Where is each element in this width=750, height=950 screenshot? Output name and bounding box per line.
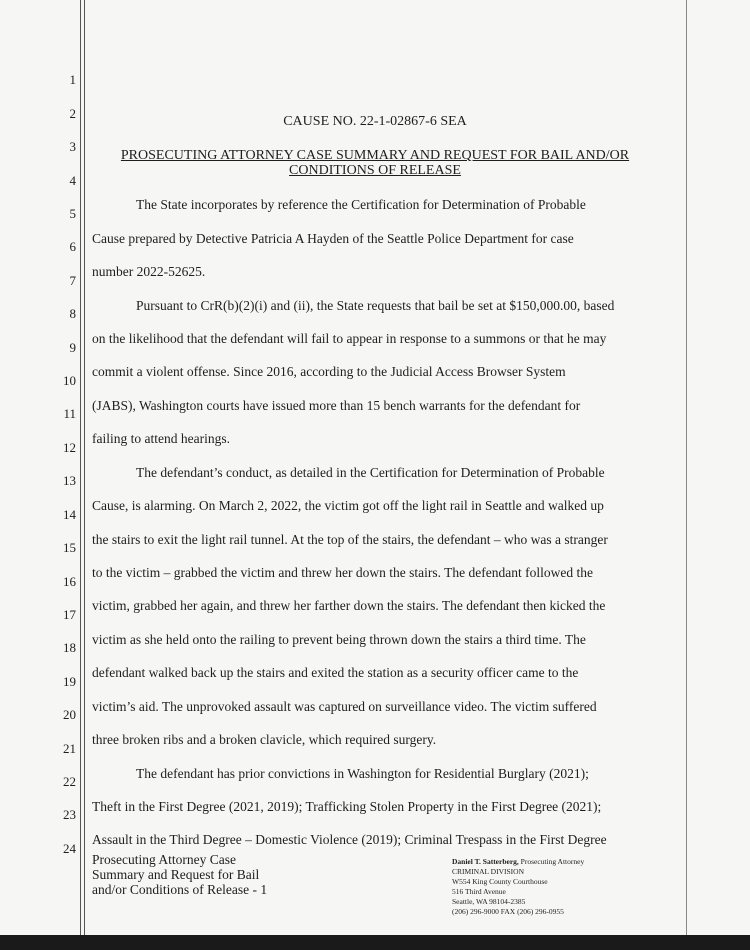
footer-document-caption (92, 852, 392, 897)
line-number: 12 (63, 440, 76, 455)
line-number: 1 (69, 72, 76, 87)
line-number: 10 (63, 373, 76, 388)
body-line: defendant walked back up the stairs and exited the station as a security officer came to the (92, 665, 579, 680)
body-line: on the likelihood that the defendant will fail to appear in response to a summons or that he may (92, 331, 607, 346)
body-line: The defendant’s conduct, as detailed in the Certification for Determination of Probable (136, 465, 605, 480)
line-number: 19 (63, 674, 76, 689)
line-number: 11 (63, 406, 76, 421)
body-line: Assault in the Third Degree – Domestic Violence (2019); Criminal Trespass in the First Degree (92, 832, 607, 847)
footer-caption-line: and/or Conditions of Release - 1 (92, 882, 268, 897)
body-line: the stairs to exit the light rail tunnel. At the top of the stairs, the defendant – who was a stranger (92, 532, 608, 547)
body-line: victim, grabbed her again, and threw her farther down the stairs. The defendant then kicked the (92, 598, 606, 613)
body-line: commit a violent offense. Since 2016, according to the Judicial Access Browser System (92, 364, 566, 379)
footer-caption-line: Prosecuting Attorney Case (92, 852, 236, 867)
office-address-1: W554 King County Courthouse (452, 877, 548, 886)
line-number: 14 (63, 507, 76, 522)
body-line: three broken ribs and a broken clavicle, which required surgery. (92, 732, 437, 747)
body-line: failing to attend hearings. (92, 431, 230, 446)
line-number: 18 (63, 640, 76, 655)
body-line: Pursuant to CrR(b)(2)(i) and (ii), the State requests that bail be set at $150,000.00, based (136, 298, 615, 313)
attorney-name: Daniel T. Satterberg, (452, 857, 519, 866)
body-line: victim’s aid. The unprovoked assault was captured on surveillance video. The victim suffered (92, 699, 597, 714)
body-line: Cause, is alarming. On March 2, 2022, the victim got off the light rail in Seattle and walked up (92, 498, 604, 513)
office-address-2: 516 Third Avenue (452, 887, 506, 896)
line-number: 5 (69, 206, 76, 221)
left-margin-rule (80, 0, 81, 935)
line-number: 8 (69, 306, 76, 321)
footer-caption-line: Summary and Request for Bail (92, 867, 260, 882)
line-number: 20 (63, 707, 76, 722)
line-number: 9 (69, 340, 76, 355)
body-line: The State incorporates by reference the Certification for Determination of Probable (136, 197, 586, 212)
attorney-title: Prosecuting Attorney (518, 857, 585, 866)
body-line: (JABS), Washington courts have issued more than 15 bench warrants for the defendant for (92, 398, 581, 413)
line-number: 3 (69, 139, 76, 154)
cause-number: CAUSE NO. 22-1-02867-6 SEA (283, 114, 467, 129)
line-number: 15 (63, 540, 76, 555)
line-number: 4 (69, 173, 76, 188)
footer-office-block (452, 857, 682, 917)
line-number: 6 (69, 239, 76, 254)
body-line: victim as she held onto the railing to prevent being thrown down the stairs a third time. The (92, 632, 586, 647)
body-line: The defendant has prior convictions in Washington for Residential Burglary (2021); (136, 766, 589, 781)
office-phone: (206) 296-9000 FAX (206) 296-0955 (452, 907, 564, 916)
line-number: 7 (69, 273, 76, 288)
line-number: 22 (63, 774, 76, 789)
left-margin-rule-inner (84, 0, 85, 935)
body-line: Cause prepared by Detective Patricia A Hayden of the Seattle Police Department for case (92, 231, 574, 246)
office-address-3: Seattle, WA 98104-2385 (452, 897, 526, 906)
document-title-line-1: PROSECUTING ATTORNEY CASE SUMMARY AND REQUEST FOR BAIL AND/OR (120, 148, 630, 163)
document-title-line-2: CONDITIONS OF RELEASE (289, 163, 461, 178)
line-number: 23 (63, 807, 76, 822)
line-number: 21 (63, 741, 76, 756)
office-attorney (452, 857, 682, 867)
line-number: 16 (63, 574, 76, 589)
office-division: CRIMINAL DIVISION (452, 867, 525, 876)
scan-bottom-edge (0, 935, 750, 950)
body-line: Theft in the First Degree (2021, 2019); Trafficking Stolen Property in the First Degree (2021); (92, 799, 602, 814)
line-number: 2 (69, 106, 76, 121)
body-line: to the victim – grabbed the victim and threw her down the stairs. The defendant followed the (92, 565, 593, 580)
body-line: number 2022-52625. (92, 264, 206, 279)
line-number: 17 (63, 607, 76, 622)
line-number: 24 (63, 841, 76, 856)
line-number: 13 (63, 473, 76, 488)
